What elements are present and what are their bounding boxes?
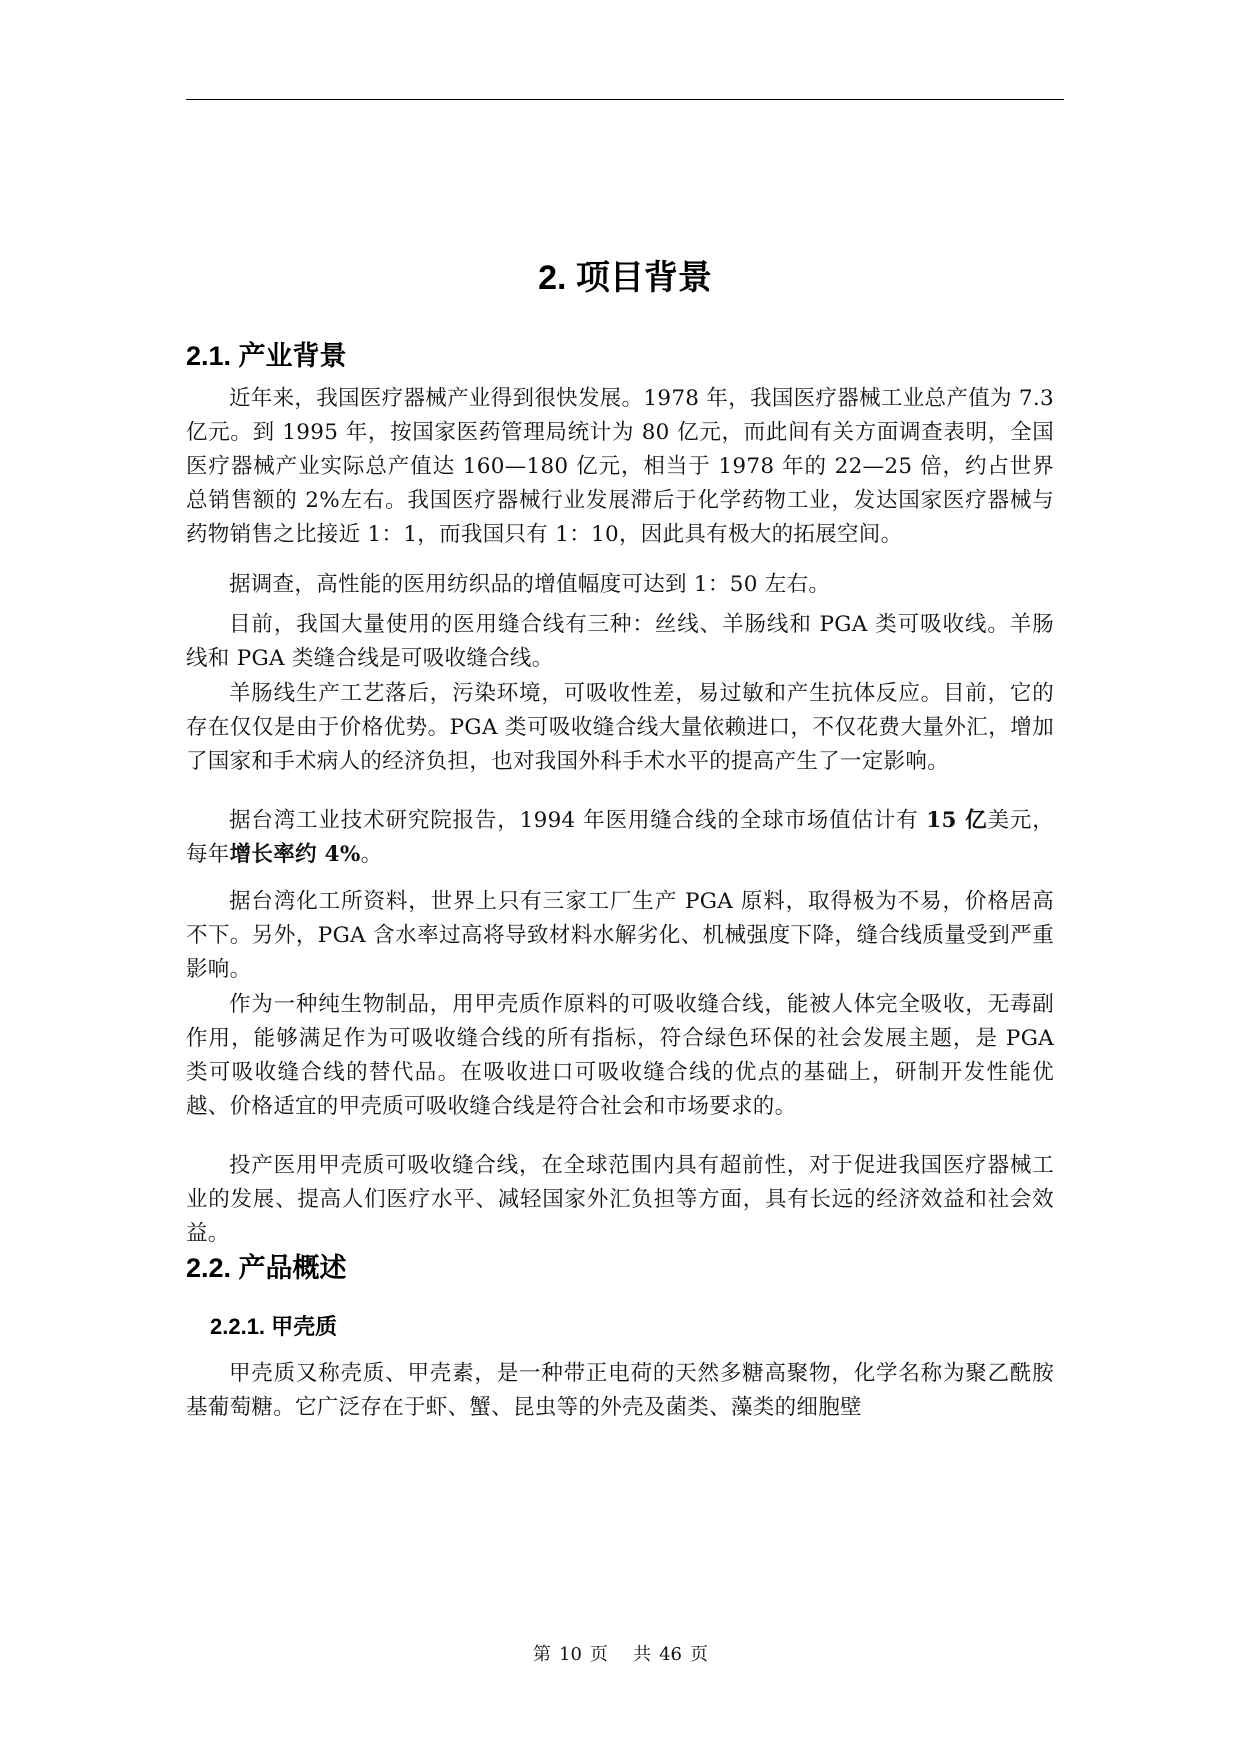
footer-page-prefix: 第 [533,1644,551,1665]
text-run: 美元，每年 [186,808,1054,867]
text-run: 。 [360,842,383,867]
header-rule [186,99,1064,100]
footer-page-mid: 页 [589,1644,608,1665]
paragraph: 据调查，高性能的医用纺织品的增值幅度可达到 1：50 左右。 [229,572,831,597]
paragraph: 甲壳质又称壳质、甲壳素，是一种带正电荷的天然多糖高聚物，化学名称为聚乙酰胺基葡萄糖。它广泛存在于虾、蟹、昆虫等的外壳及菌类、藻类的细胞壁 [186,1361,1054,1420]
paragraph: 羊肠线生产工艺落后，污染环境，可吸收性差，易过敏和产生抗体反应。目前，它的存在仅仅是由于价格优势。PGA 类可吸收缝合线大量依赖进口，不仅花费大量外汇，增加了国家和手术病人的经济负担，也对我国外科手术水平的提高产生了一定影响。 [186,681,1054,774]
paragraph: 作为一种纯生物制品，用甲壳质作原料的可吸收缝合线，能被人体完全吸收，无毒副作用，能够满足作为可吸收缝合线的所有指标，符合绿色环保的社会发展主题，是 PGA 类可吸收缝合线的替代品。在吸收进口可吸收缝合线的优点的基础上，研制开发性能优越、价格适宜的甲壳质可吸收缝合线是符合社会和市场要求的。 [186,992,1054,1119]
text-run: 据台湾工业技术研究院报告，1994 年医用缝合线的全球市场值估计有 [229,808,927,833]
paragraph: 近年来，我国医疗器械产业得到很快发展。1978 年，我国医疗器械工业总产值为 7.3 亿元。到 1995 年，按国家医药管理局统计为 80 亿元，而此间有关方面调查表明，全国医疗器械产业实际总产值达 160—180 亿元，相当于 1978 年的 22—25 倍，约占世界总销售额的 2%左右。我国医疗器械行业发展滞后于化学药物工业，发达国家医疗器械与药物销售之比接近 1：1，而我国只有 1：10，因此具有极大的拓展空间。 [186,386,1054,547]
bold-text: 15 亿 [926,808,988,833]
page-footer [0,1640,1241,1666]
subsection-title-chitin: 2.2.1. 甲壳质 [210,1314,338,1339]
footer-page-current: 10 [559,1644,582,1665]
paragraph [186,804,1054,872]
section-title-industry: 2.1. 产业背景 [186,341,347,371]
bold-text: 增长率约 4% [229,842,361,867]
section-title-product: 2.2. 产品概述 [186,1253,347,1283]
footer-total-suffix: 页 [689,1644,708,1665]
footer-page-total: 46 [659,1644,682,1665]
footer-total-prefix: 共 [633,1644,652,1665]
paragraph: 投产医用甲壳质可吸收缝合线，在全球范围内具有超前性，对于促进我国医疗器械工业的发展、提高人们医疗水平、减轻国家外汇负担等方面，具有长远的经济效益和社会效益。 [186,1153,1054,1246]
paragraph: 据台湾化工所资料，世界上只有三家工厂生产 PGA 原料，取得极为不易，价格居高不下。另外，PGA 含水率过高将导致材料水解劣化、机械强度下降，缝合线质量受到严重影响。 [186,889,1054,982]
paragraph: 目前，我国大量使用的医用缝合线有三种：丝线、羊肠线和 PGA 类可吸收线。羊肠线和 PGA 类缝合线是可吸收缝合线。 [186,612,1054,671]
chapter-title: 2. 项目背景 [538,259,712,297]
